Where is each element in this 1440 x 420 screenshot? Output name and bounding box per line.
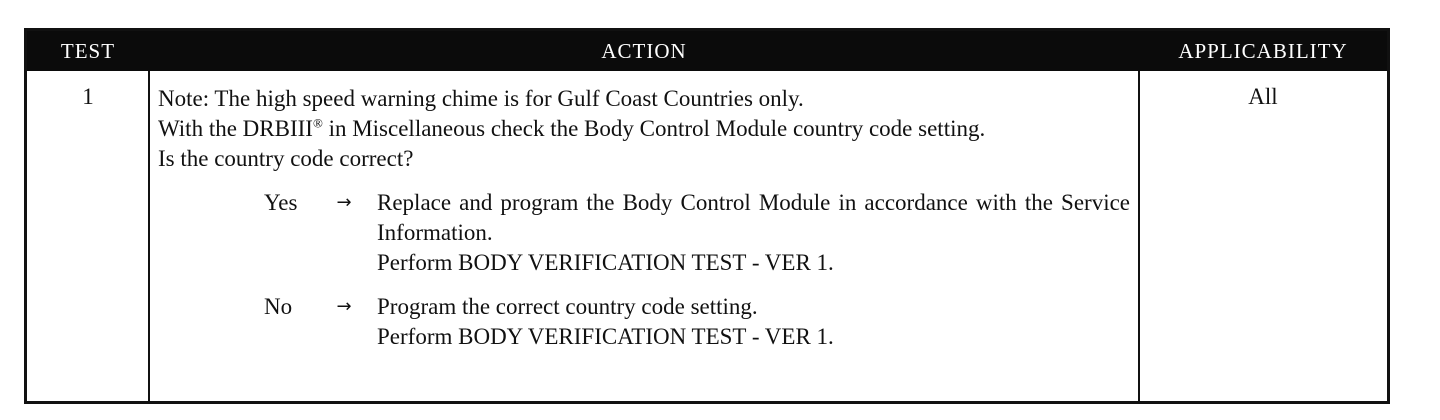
action-cell — [158, 84, 1130, 352]
note-text: Note: The high speed warning chime is for Gulf Coast Countries only. — [158, 86, 804, 111]
instruction-text — [158, 114, 1130, 144]
diagnostic-test-table — [24, 28, 1390, 404]
branch-yes-line-1: Replace and program the Body Control Module in accordance with the Service Information. — [377, 190, 1130, 245]
branch-yes-text — [377, 188, 1130, 278]
instruction-part-2: in Miscellaneous check the Body Control Module country code setting. — [322, 116, 986, 141]
table-row — [27, 71, 1387, 401]
header-applicability: APPLICABILITY — [1178, 39, 1348, 63]
table-header — [27, 31, 1387, 71]
branch-no — [158, 292, 1130, 352]
branch-no-line-2: Perform BODY VERIFICATION TEST - VER 1. — [377, 324, 834, 349]
branch-yes-label: Yes — [264, 190, 298, 215]
branch-no-line-1: Program the correct country code setting. — [377, 294, 758, 319]
test-number: 1 — [82, 84, 94, 109]
question-text: Is the country code correct? — [158, 146, 414, 171]
instruction-part-1: With the DRBIII — [158, 116, 313, 141]
branch-no-text — [377, 292, 1130, 352]
branch-yes-line-2: Perform BODY VERIFICATION TEST - VER 1. — [377, 250, 834, 275]
branch-no-label: No — [264, 294, 293, 319]
registered-symbol: ® — [312, 115, 323, 131]
branch-yes — [158, 188, 1130, 278]
header-action: ACTION — [601, 39, 687, 63]
header-test: TEST — [60, 39, 116, 63]
applicability-value: All — [1248, 84, 1278, 109]
arrow-right-icon: → — [336, 296, 352, 317]
arrow-right-icon: → — [336, 192, 352, 213]
